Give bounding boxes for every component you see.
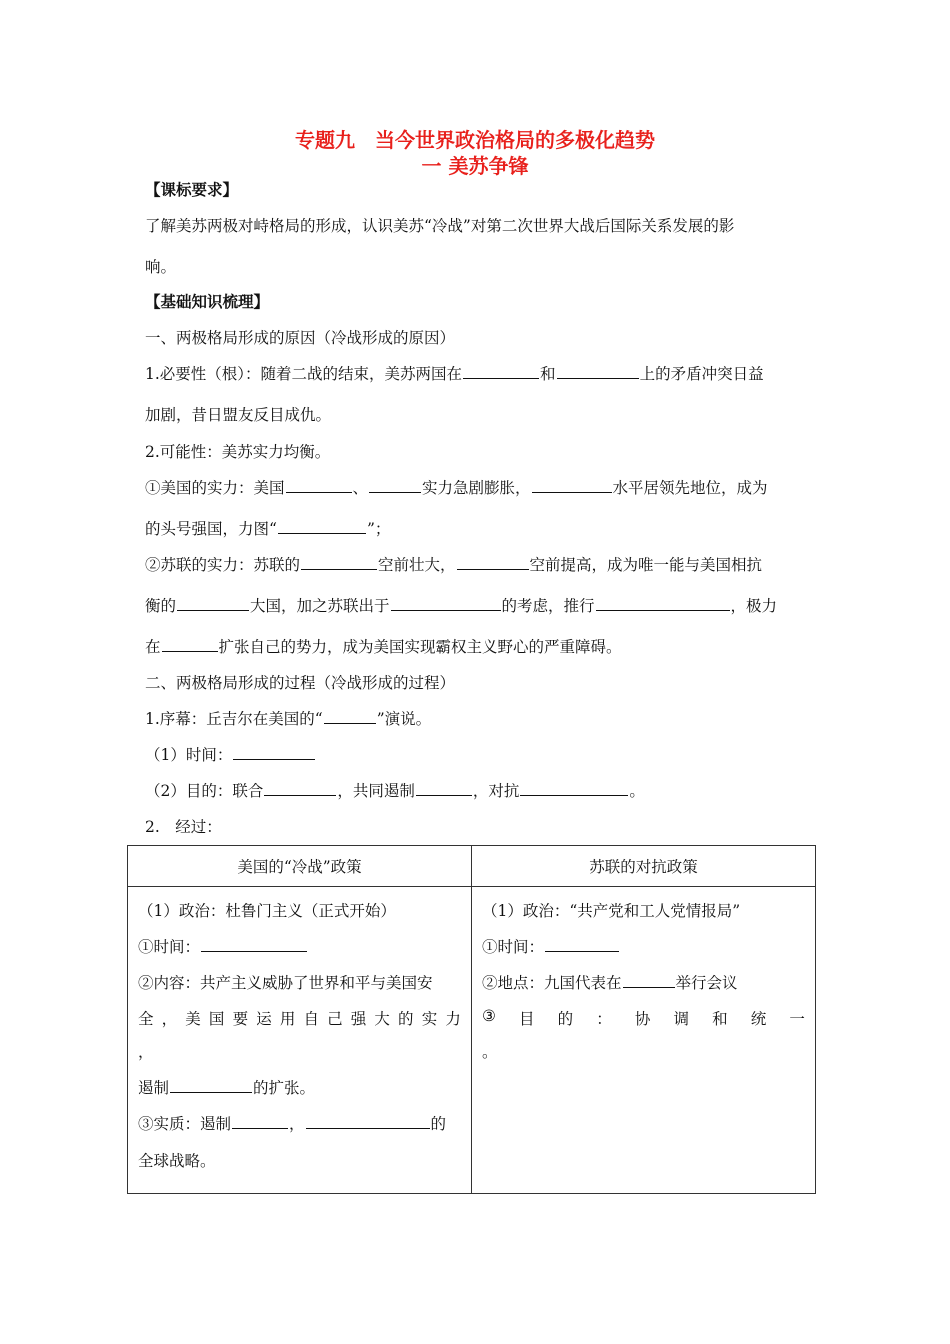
part1-line-ussr-expansion: 在 扩张自己的势力，成为美国实现霸权主义野心的严重障碍。	[145, 638, 622, 656]
part1-line-ussr-strength: ②苏联的实力：苏联的 空前壮大， 空前提高，成为唯一能与美国相抗	[145, 556, 763, 574]
section-heading-requirements: 【课标要求】	[145, 180, 239, 199]
ussr-time-line: ①时间：	[482, 935, 620, 957]
blank[interactable]	[520, 781, 628, 796]
ussr-purpose-end: 。	[482, 1043, 498, 1061]
ussr-politics-line: （1）政治：“共产党和工人党情报局”	[482, 902, 741, 920]
blank[interactable]	[391, 596, 501, 611]
us-content-justified-line: 全 ， 美 国 要 运 用 自 己 强 大 的 实 力	[138, 1010, 461, 1028]
document-title: 专题九 当今世界政治格局的多极化趋势	[295, 128, 655, 152]
blank[interactable]	[532, 478, 612, 493]
us-content-comma: ，	[138, 1043, 154, 1061]
ussr-location-line: ②地点：九国代表在 举行会议	[482, 974, 738, 992]
blank[interactable]	[286, 478, 352, 493]
blank[interactable]	[301, 555, 377, 570]
table-header-ussr: 苏联的对抗政策	[472, 846, 816, 887]
blank[interactable]	[232, 1114, 288, 1129]
table-cell-us-policy	[128, 887, 472, 1194]
part1-line-necessity-cont: 加剧，昔日盟友反目成仇。	[145, 406, 332, 424]
blank[interactable]	[596, 596, 730, 611]
blank[interactable]	[177, 596, 249, 611]
us-essence-line: ③实质：遏制 ， 的	[138, 1115, 447, 1133]
requirements-text-cont: 响。	[145, 258, 177, 276]
blank[interactable]	[170, 1078, 252, 1093]
policy-comparison-table	[127, 845, 816, 1194]
part1-line-us-strength: ①美国的实力：美国 、 实力急剧膨胀， 水平居领先地位，成为	[145, 479, 768, 497]
blank[interactable]	[278, 519, 366, 534]
part2-line-time: （1）时间：	[145, 743, 316, 765]
blank[interactable]	[416, 781, 472, 796]
blank[interactable]	[457, 555, 529, 570]
section-heading-knowledge: 【基础知识梳理】	[145, 292, 270, 311]
part1-line-ussr-strength-cont: 衡的 大国，加之苏联出于 的考虑，推行 ，极力	[145, 597, 778, 615]
document-subtitle: 一 美苏争锋	[421, 154, 529, 178]
blank[interactable]	[162, 637, 218, 652]
blank[interactable]	[623, 973, 675, 988]
part2-line-process: 2. 经过：	[145, 818, 222, 836]
part1-line-us-strength-cont: 的头号强国，力图“ ”；	[145, 520, 391, 538]
part2-line-purpose: （2）目的：联合 ，共同遏制 ，对抗 。	[145, 782, 645, 800]
table-header-us: 美国的“冷战”政策	[128, 846, 472, 887]
us-content-line: ②内容：共产主义威胁了世界和平与美国安	[138, 974, 433, 992]
us-essence-line-cont: 全球战略。	[138, 1152, 216, 1170]
us-time-line: ①时间：	[138, 935, 308, 957]
part1-line-necessity: 1.必要性（根）：随着二战的结束，美苏两国在 和 上的矛盾冲突日益	[145, 365, 764, 383]
table-cell-ussr-policy	[472, 887, 816, 1194]
ussr-purpose-justified-line: ③ 目 的 ： 协 调 和 统 一	[482, 1007, 805, 1028]
us-containment-line: 遏制 的扩张。	[138, 1079, 316, 1097]
blank[interactable]	[201, 937, 307, 952]
blank[interactable]	[369, 478, 421, 493]
blank[interactable]	[545, 937, 619, 952]
part2-heading: 二、两极格局形成的过程（冷战形成的过程）	[145, 674, 456, 692]
blank[interactable]	[306, 1114, 430, 1129]
part1-line-possibility: 2.可能性：美苏实力均衡。	[145, 443, 331, 461]
part2-line-prelude: 1.序幕：丘吉尔在美国的“ ”演说。	[145, 710, 432, 728]
blank[interactable]	[557, 364, 639, 379]
blank[interactable]	[324, 709, 376, 724]
us-politics-line: （1）政治：杜鲁门主义（正式开始）	[138, 902, 396, 920]
blank[interactable]	[264, 781, 336, 796]
requirements-text: 了解美苏两极对峙格局的形成，认识美苏“冷战”对第二次世界大战后国际关系发展的影	[145, 217, 735, 235]
blank[interactable]	[463, 364, 539, 379]
blank[interactable]	[233, 745, 315, 760]
part1-heading: 一、两极格局形成的原因（冷战形成的原因）	[145, 329, 456, 347]
